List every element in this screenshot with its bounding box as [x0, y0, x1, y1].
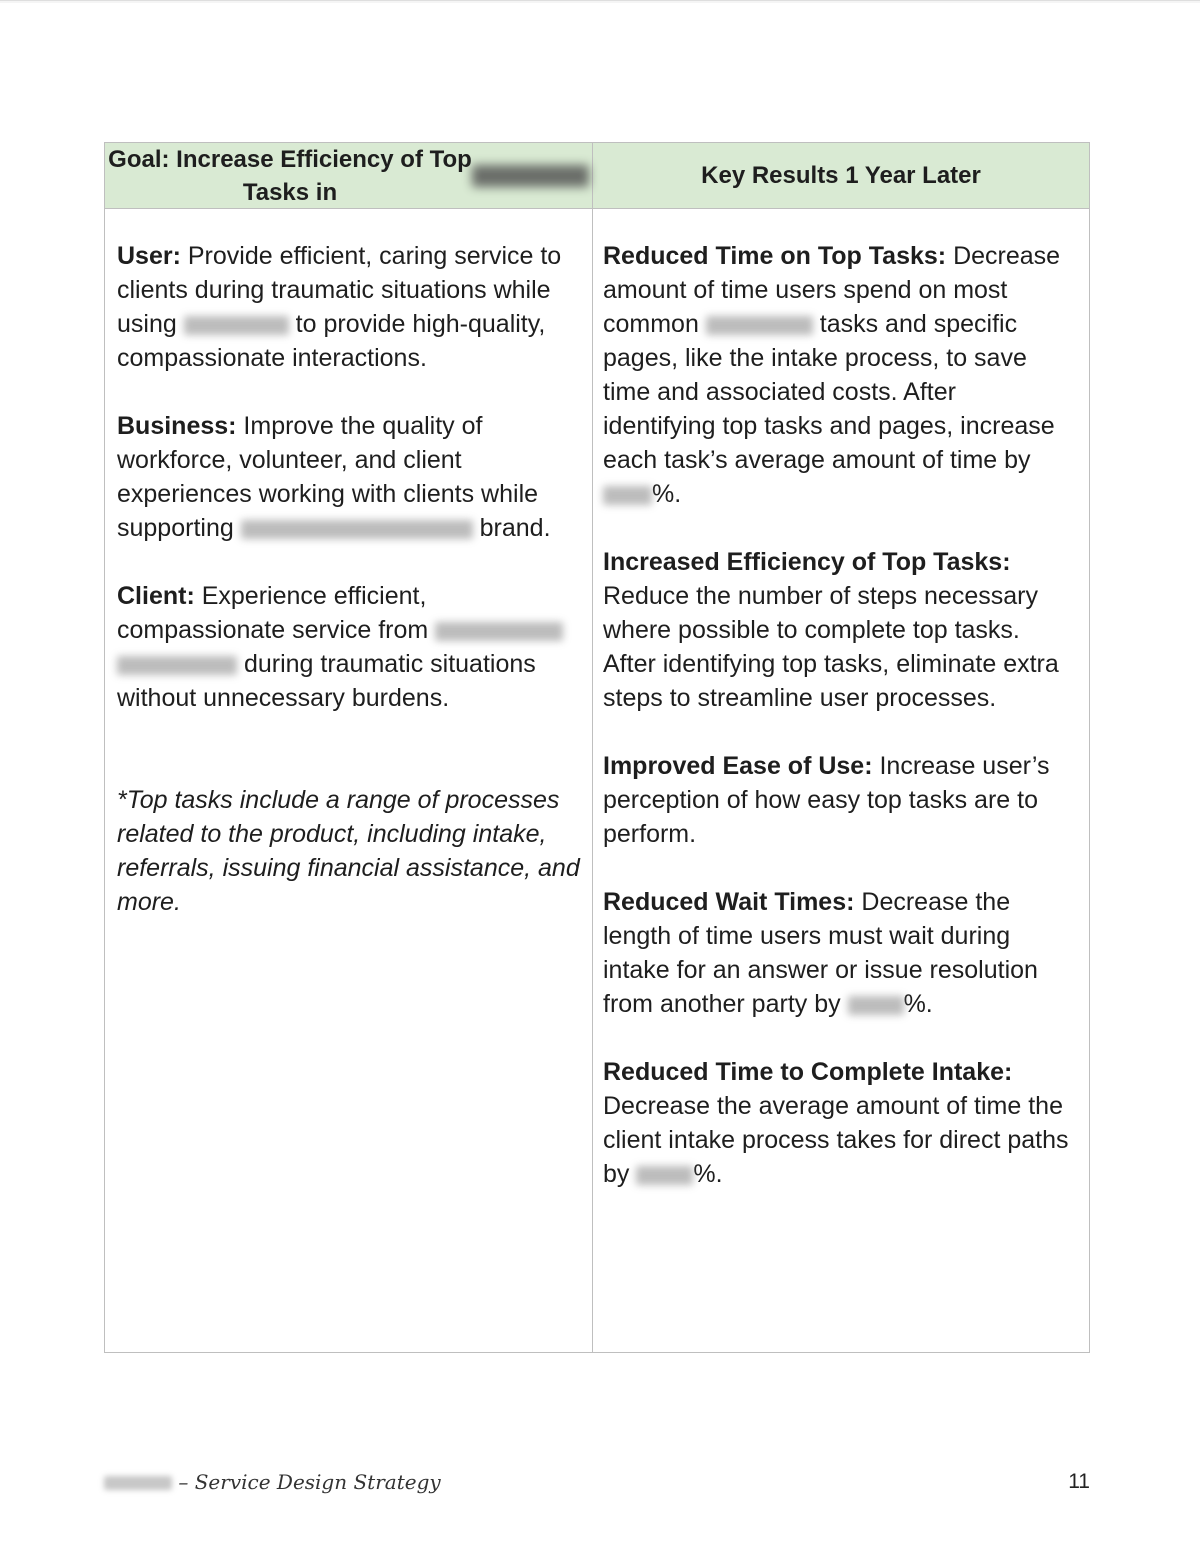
- key-results-header-cell: Key Results 1 Year Later: [593, 143, 1089, 209]
- bold-lead-in: User:: [117, 242, 181, 270]
- redacted-text: [184, 316, 289, 335]
- paragraph: Reduced Time to Complete Intake: Decrease the average amount of time the client intake process takes for direct paths by %.: [603, 1058, 1069, 1188]
- redacted-text: [603, 486, 652, 505]
- bold-lead-in: Reduced Wait Times:: [603, 888, 855, 916]
- bold-lead-in: Reduced Time to Complete Intake:: [603, 1058, 1013, 1086]
- paragraph: Improved Ease of Use: Increase user’s perception of how easy top tasks are to perform.: [603, 752, 1050, 848]
- bold-lead-in: Increased Efficiency of Top Tasks:: [603, 548, 1011, 576]
- paragraph: *Top tasks include a range of processes related to the product, including intake, referrals, issuing financial assistance, and more.: [117, 786, 580, 916]
- redacted-text: [241, 520, 473, 539]
- goal-header-cell: Goal: Increase Efficiency of Top Tasks in: [105, 143, 593, 209]
- paragraph: Reduced Wait Times: Decrease the length of time users must wait during intake for an answer or issue resolution from another party by %.: [603, 888, 1038, 1018]
- goal-results-table: [104, 142, 1090, 1353]
- key-results-cell: [593, 209, 1089, 1352]
- footer-title: – Service Design Strategy: [104, 1470, 441, 1494]
- page-footer: [104, 1470, 1090, 1494]
- redacted-text: [117, 656, 237, 675]
- paragraph: Business: Improve the quality of workforce, volunteer, and client experiences working with clients while supporting brand.: [117, 412, 551, 542]
- redacted-text: [104, 1476, 172, 1490]
- redacted-text: [706, 316, 813, 335]
- goal-cell: [105, 209, 593, 1352]
- bold-lead-in: Improved Ease of Use:: [603, 752, 873, 780]
- paragraph: User: Provide efficient, caring service to clients during traumatic situations while using to provide high-quality, compassionate interactions.: [117, 242, 562, 372]
- redacted-text: [435, 622, 563, 641]
- paragraph: Client: Experience efficient, compassionate service from during traumatic situations without unnecessary burdens.: [117, 579, 581, 715]
- page-edge: [0, 0, 1200, 3]
- redacted-text: [848, 996, 904, 1015]
- paragraph: Reduced Time on Top Tasks: Decrease amount of time users spend on most common tasks and specific pages, like the intake process, to save time and associated costs. After identifying top tasks and pages, increase each task’s average amount of time by %.: [603, 242, 1061, 508]
- paragraph: Increased Efficiency of Top Tasks: Reduce the number of steps necessary where possible to complete top tasks. After identifying top tasks, eliminate extra steps to streamline user processes.: [603, 548, 1059, 712]
- page-number: 11: [1068, 1470, 1090, 1493]
- bold-lead-in: Client:: [117, 582, 195, 610]
- redacted-text: [636, 1166, 693, 1185]
- bold-lead-in: Business:: [117, 412, 237, 440]
- bold-lead-in: Reduced Time on Top Tasks:: [603, 242, 947, 270]
- redacted-text: [472, 165, 589, 187]
